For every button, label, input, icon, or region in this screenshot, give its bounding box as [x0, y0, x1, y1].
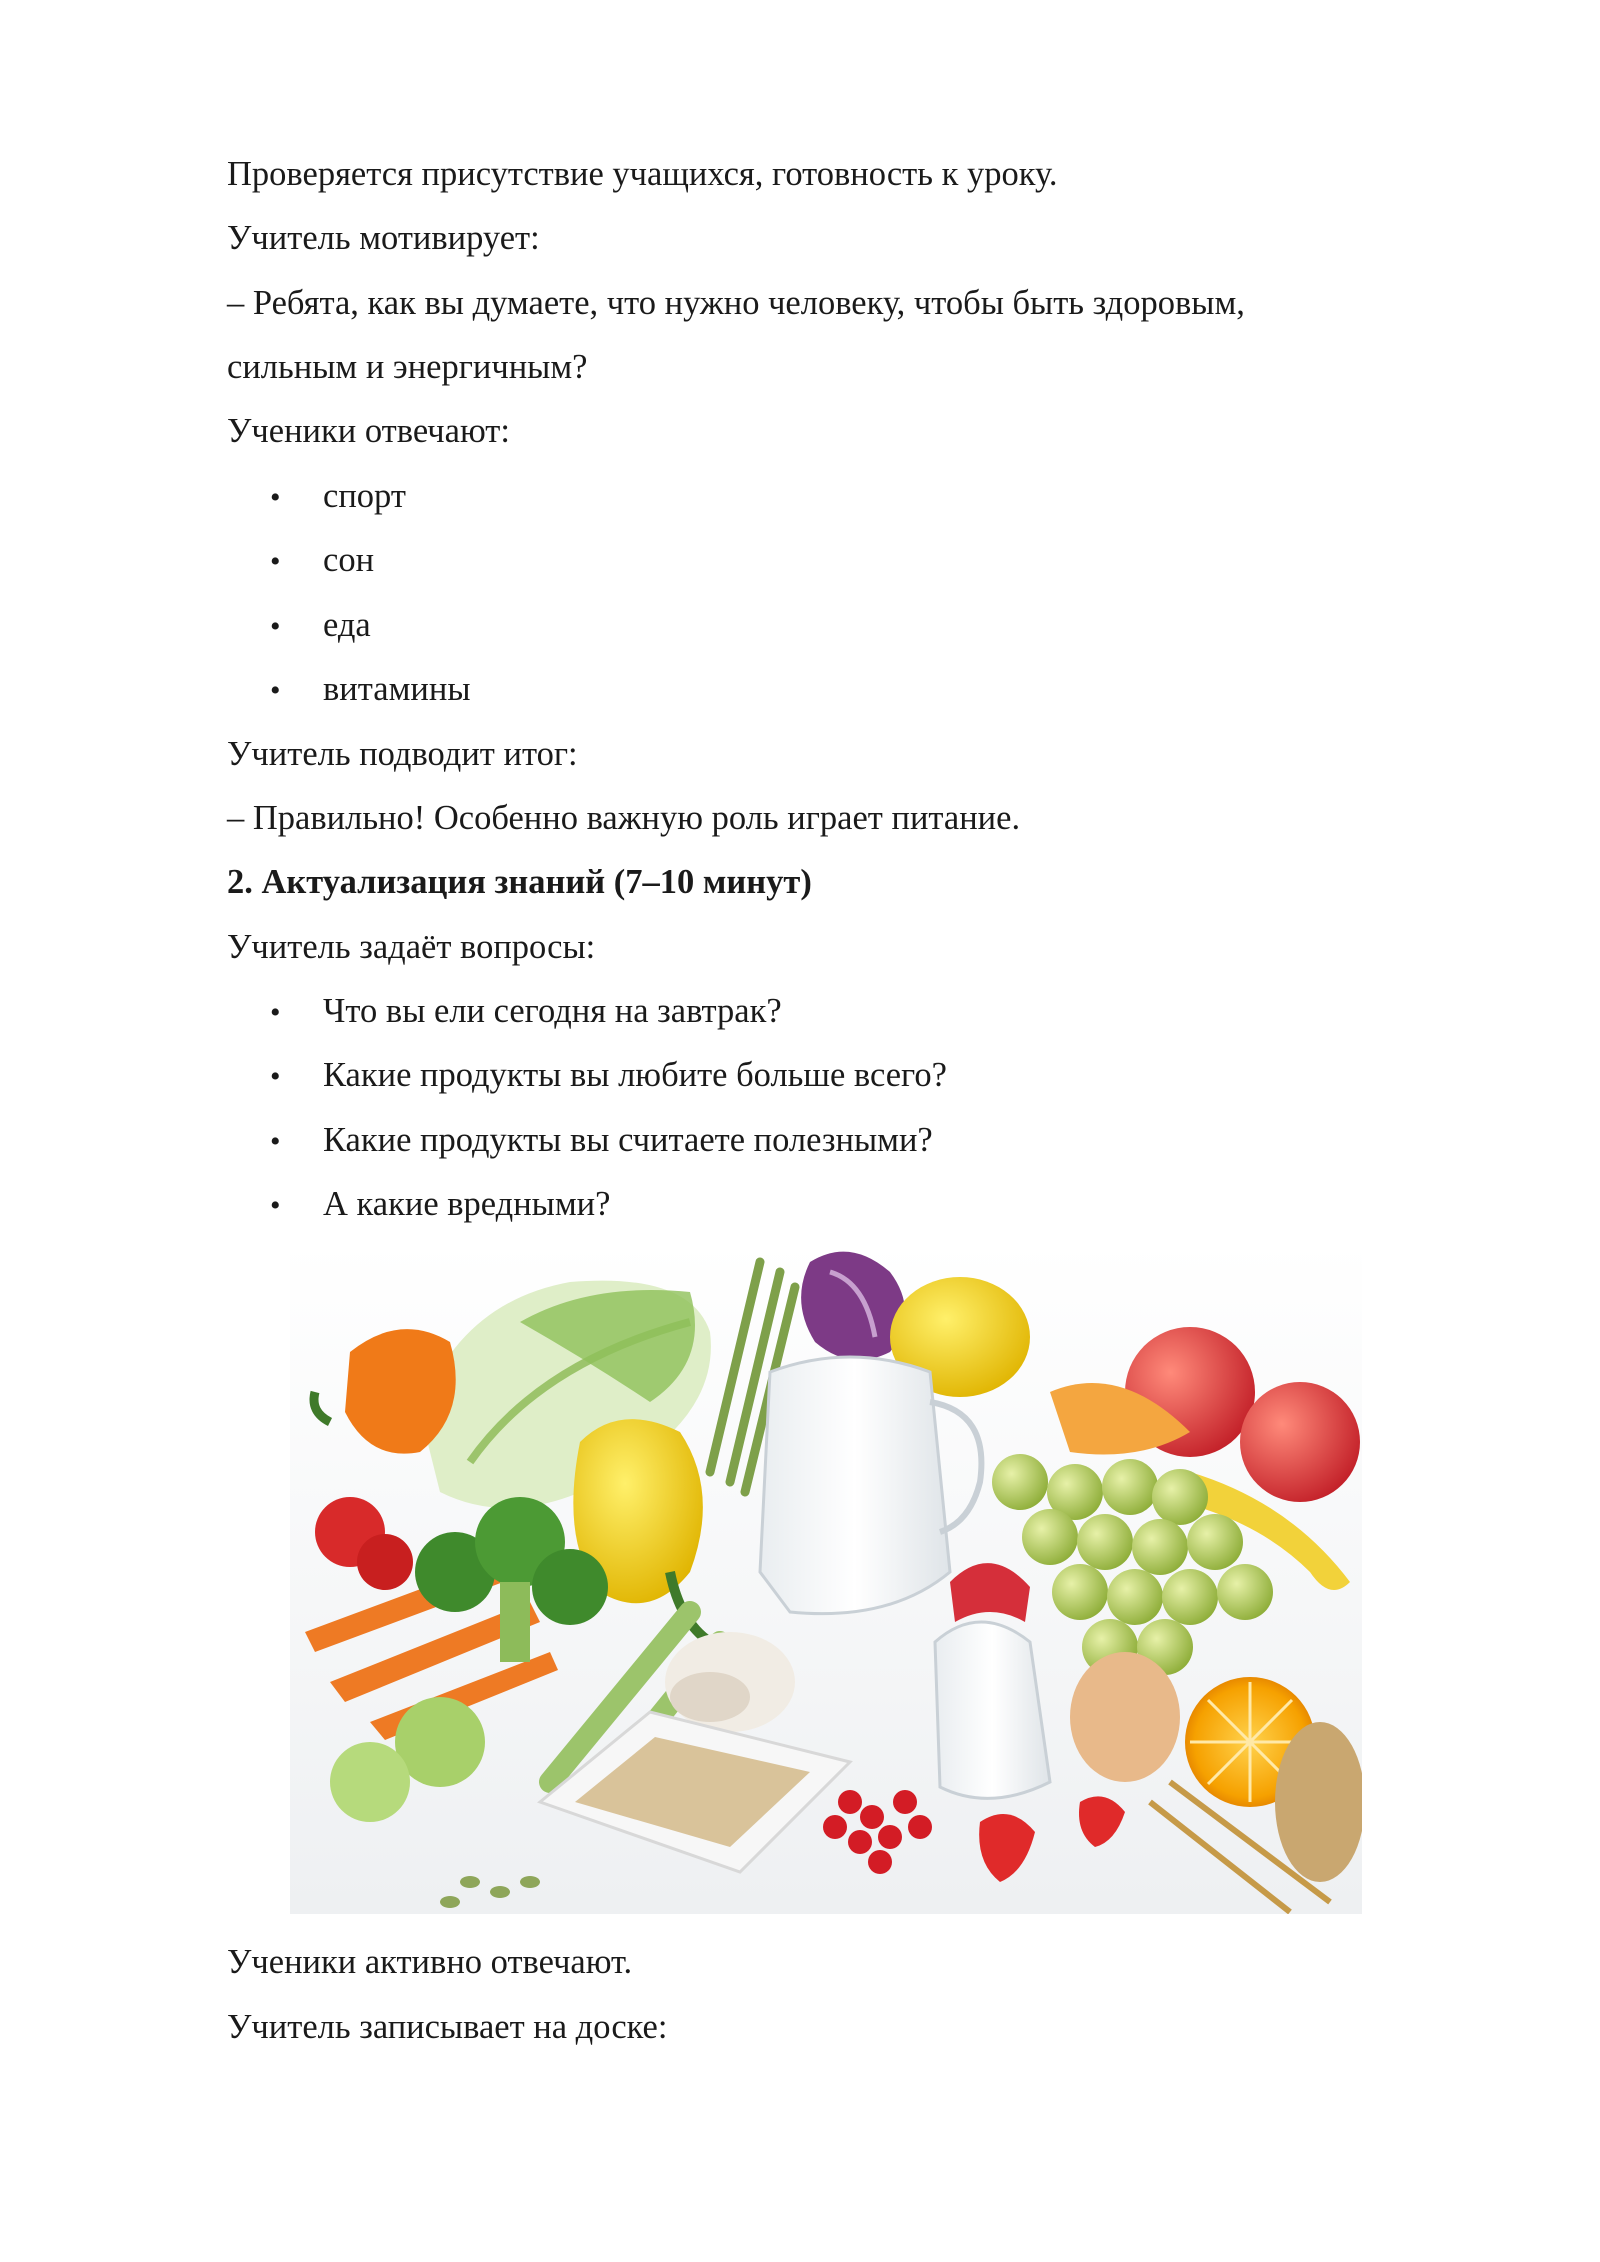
list-item — [270, 538, 374, 584]
paragraph-teacher-summary: Учитель подводит итог: — [227, 735, 578, 773]
list-item-text: сон — [323, 541, 375, 579]
section-heading: 2. Актуализация знаний (7–10 минут) — [227, 863, 812, 901]
paragraph-students-answer: Ученики отвечают: — [227, 412, 510, 450]
list-item-text: Что вы ели сегодня на завтрак? — [323, 992, 782, 1030]
bullet-icon: • — [270, 545, 281, 578]
list-item — [270, 1182, 610, 1228]
healthy-food-image — [290, 1242, 1362, 1914]
bullet-icon: • — [270, 1125, 281, 1158]
paragraph-attendance-check: Проверяется присутствие учащихся, готовность к уроку. — [227, 155, 1058, 193]
paragraph-teacher-asks: Учитель задаёт вопросы: — [227, 928, 596, 966]
list-item-text: Какие продукты вы любите больше всего? — [323, 1056, 947, 1094]
paragraph-teacher-writes: Учитель записывает на доске: — [227, 2008, 668, 2046]
list-item — [270, 667, 471, 713]
paragraph-teacher-motivates: Учитель мотивирует: — [227, 219, 540, 257]
list-item-text: Какие продукты вы считаете полезными? — [323, 1121, 933, 1159]
paragraph-question-line-1: – Ребята, как вы думаете, что нужно человеку, чтобы быть здоровым, — [227, 284, 1245, 322]
bullet-icon: • — [270, 481, 281, 514]
bullet-icon: • — [270, 1189, 281, 1222]
list-item-text: витамины — [323, 670, 471, 708]
paragraph-question-line-2: сильным и энергичным? — [227, 348, 588, 386]
paragraph-nutrition-role: – Правильно! Особенно важную роль играет питание. — [227, 799, 1021, 837]
bullet-icon: • — [270, 610, 281, 643]
paragraph-students-respond: Ученики активно отвечают. — [227, 1943, 633, 1981]
list-item — [270, 1053, 947, 1099]
bullet-icon: • — [270, 1060, 281, 1093]
list-item-text: А какие вредными? — [323, 1185, 611, 1223]
list-item — [270, 1118, 933, 1164]
list-item — [270, 989, 782, 1035]
list-item — [270, 474, 406, 520]
list-item — [270, 603, 371, 649]
list-item-text: еда — [323, 606, 371, 644]
bullet-icon: • — [270, 996, 281, 1029]
list-item-text: спорт — [323, 477, 406, 515]
bullet-icon: • — [270, 674, 281, 707]
